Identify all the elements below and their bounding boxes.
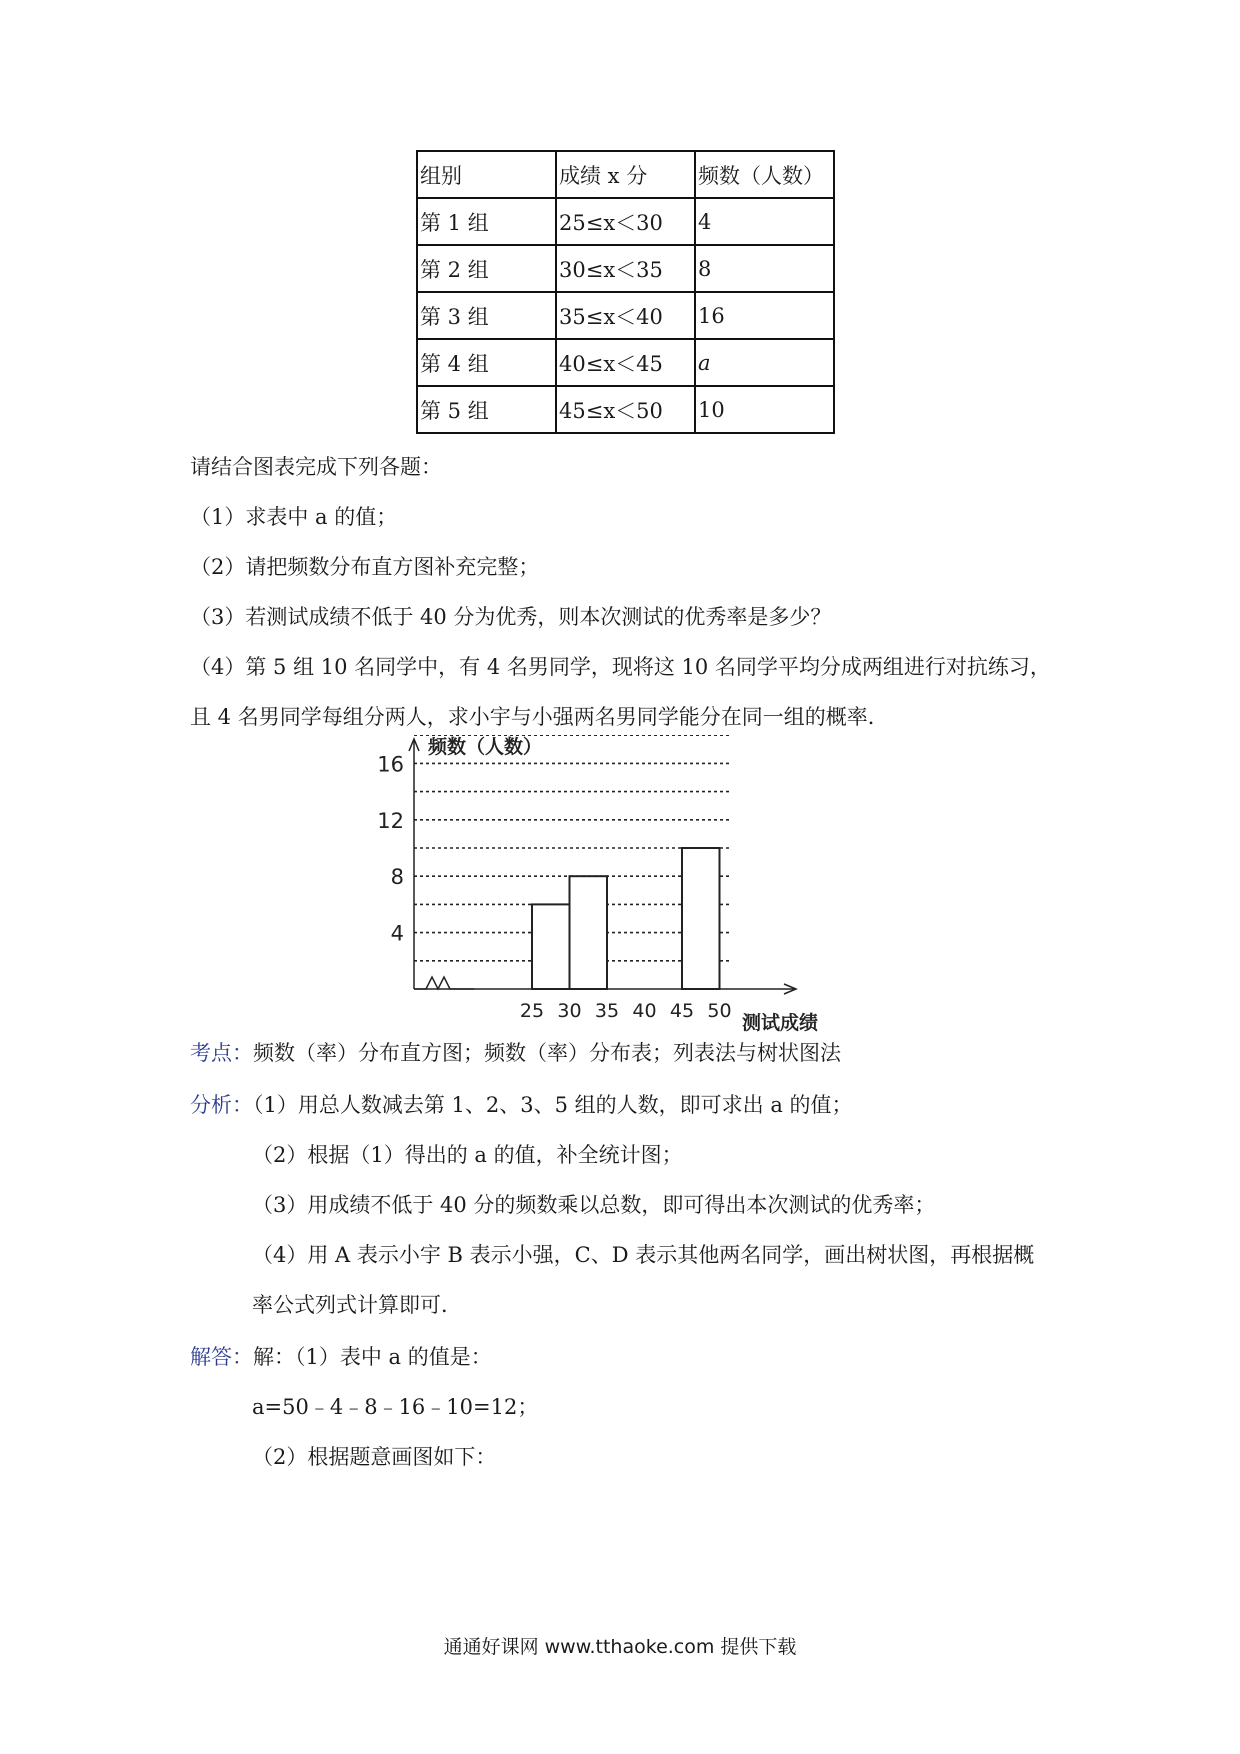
table-cell: 第 2 组: [417, 245, 556, 292]
intro-text: 请结合图表完成下列各题：: [190, 455, 442, 479]
question-2: （2）请把频数分布直方图补充完整；: [190, 555, 540, 579]
axis-break-zigzag: [414, 977, 474, 989]
question-3: （3）若测试成绩不低于 40 分为优秀，则本次测试的优秀率是多少？: [190, 605, 832, 629]
fenxi-line-5: 率公式列式计算即可．: [252, 1293, 462, 1317]
y-axis-label: 频数（人数）: [428, 736, 543, 758]
kaodian-line: [190, 1038, 841, 1068]
x-axis-label: 测试成绩: [741, 1012, 819, 1034]
table-cell: 45≤x＜50: [556, 386, 695, 433]
y-tick-label: 12: [377, 808, 404, 833]
table-header-cell: 频数（人数）: [695, 151, 834, 198]
kaodian-text: 频数（率）分布直方图；频数（率）分布表；列表法与树状图法: [253, 1041, 841, 1065]
histogram-bar: [682, 848, 720, 989]
table-cell: 4: [695, 198, 834, 245]
x-tick-label: 45: [669, 1000, 695, 1022]
table-cell: 第 5 组: [417, 386, 556, 433]
frequency-table: [416, 150, 835, 434]
fenxi-text: （1）用总人数减去第 1、2、3、5 组的人数，即可求出 a 的值；: [253, 1093, 853, 1117]
table-header-row: [417, 151, 834, 198]
table-cell: 35≤x＜40: [556, 292, 695, 339]
table-cell: 16: [695, 292, 834, 339]
table-row: [417, 245, 834, 292]
x-tick-label: 30: [557, 1000, 582, 1022]
question-4: （4）第 5 组 10 名同学中，有 4 名男同学，现将这 10 名同学平均分成两组进行对抗练习，: [190, 655, 1051, 679]
x-tick-label: 50: [707, 1000, 732, 1022]
table-header-cell: 成绩 x 分: [556, 151, 695, 198]
table-cell: 40≤x＜45: [556, 339, 695, 386]
table-cell: 25≤x＜30: [556, 198, 695, 245]
fenxi-line-2: （2）根据（1）得出的 a 的值，补全统计图；: [252, 1143, 683, 1167]
kaodian-label: 考点：: [190, 1041, 253, 1065]
table-cell: a: [695, 339, 834, 386]
page-footer: 通通好课网 www.tthaoke.com 提供下载: [443, 1636, 797, 1658]
histogram-bar: [532, 904, 570, 989]
jieda-text: 解：（1）表中 a 的值是：: [253, 1345, 492, 1369]
jieda-label: 解答：: [190, 1345, 253, 1369]
fenxi-line-1: [190, 1090, 853, 1120]
y-tick-label: 8: [390, 865, 404, 890]
jieda-line-1: [190, 1342, 492, 1372]
table-cell: 第 3 组: [417, 292, 556, 339]
table-header-cell: 组别: [417, 151, 556, 198]
table-cell: 30≤x＜35: [556, 245, 695, 292]
question-1: （1）求表中 a 的值；: [190, 505, 398, 529]
jieda-line-3: （2）根据题意画图如下：: [252, 1445, 497, 1469]
fenxi-line-4: （4）用 A 表示小宇 B 表示小强，C、D 表示其他两名同学，画出树状图，再根据概: [252, 1243, 1035, 1267]
fenxi-line-3: （3）用成绩不低于 40 分的频数乘以总数，即可得出本次测试的优秀率；: [252, 1193, 936, 1217]
fenxi-label: 分析：: [190, 1093, 253, 1117]
histogram-bar: [570, 876, 608, 989]
y-tick-label: 4: [390, 921, 404, 946]
table-cell: 10: [695, 386, 834, 433]
frequency-histogram: [370, 735, 870, 1039]
x-tick-label: 40: [632, 1000, 657, 1022]
table-cell: 第 4 组: [417, 339, 556, 386]
histogram-svg: [370, 735, 870, 1035]
table-row: [417, 339, 834, 386]
x-tick-label: 25: [519, 1000, 545, 1022]
table-cell: 第 1 组: [417, 198, 556, 245]
y-tick-label: 16: [377, 752, 404, 777]
table-row: [417, 198, 834, 245]
x-tick-label: 35: [594, 1000, 620, 1022]
table-row: [417, 386, 834, 433]
jieda-line-2: a=50﹣4﹣8﹣16﹣10=12；: [252, 1395, 539, 1419]
question-4-cont: 且 4 名男同学每组分两人，求小宇与小强两名男同学能分在同一组的概率．: [190, 705, 889, 729]
table-row: [417, 292, 834, 339]
table-cell: 8: [695, 245, 834, 292]
